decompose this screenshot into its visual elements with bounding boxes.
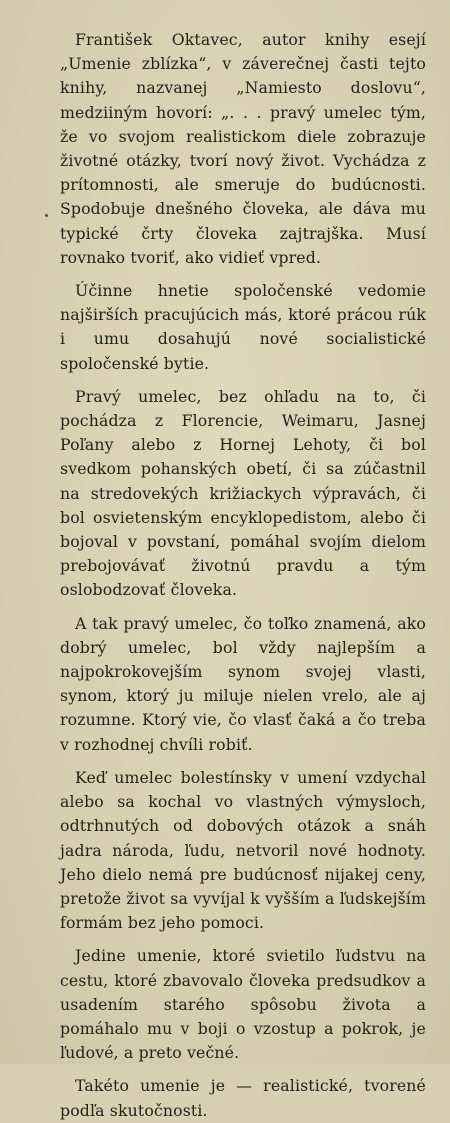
paragraph-2: Účinne hnetie spoločenské vedomie najširších pracujúcich más, ktoré prácou rúk i umu dosahujú nové socialistické spoločenské bytie. xyxy=(60,281,426,373)
paragraph-4: A tak pravý umelec, čo toľko znamená, ako dobrý umelec, bol vždy najlepším a najpokrokovejším synom svojej vlasti, synom, ktorý ju miluje nielen vrelo, ale aj rozumne. Ktorý vie, čo vlasť čaká a čo treba v rozhodnej chvíli robiť. xyxy=(60,613,426,754)
paragraph-5: Keď umelec bolestínsky v umení vzdychal alebo sa kochal vo vlastných výmysloch, odtrhnutých od dobových otázok a snáh jadra národa, ľudu, netvoril nové hodnoty. Jeho dielo nemá pre budúcnosť nijakej ceny, pretože život sa vyvíjal k vyšším a ľudskejším formám bez jeho pomoci. xyxy=(60,767,426,933)
margin-dot xyxy=(45,214,48,217)
essay-text-block xyxy=(60,28,426,1123)
paragraph-7: Takéto umenie je — realistické, tvorené podľa skutočnosti. xyxy=(60,1076,426,1120)
paragraph-3: Pravý umelec, bez ohľadu na to, či pochádza z Florencie, Weimaru, Jasnej Poľany alebo z Hornej Lehoty, či bol svedkom pohanských obetí, či sa zúčastnil na stredovekých križiackych výpravách, či bol osvietenským encyklopedistom, alebo či bojoval v povstaní, pomáhal svojím dielom prebojovávať životnú pravdu a tým oslobodzovať človeka. xyxy=(60,386,426,600)
paragraph-1: František Oktavec, autor knihy esejí „Umenie zblízka“, v záverečnej časti tejto knihy, nazvanej „Namiesto doslovu“, medziiným hovorí: „. . . pravý umelec tým, že vo svojom realistickom diele zobrazuje životné otázky, tvorí nový život. Vychádza z prítomnosti, ale smeruje do budúcnosti. Spodobuje dnešného človeka, ale dáva mu typické črty človeka zajtrajška. Musí rovnako tvoriť, ako vidieť vpred. xyxy=(60,30,426,267)
paragraph-6: Jedine umenie, ktoré svietilo ľudstvu na cestu, ktoré zbavovalo človeka predsudkov a usadením starého spôsobu života a pomáhalo mu v boji o vzostup a pokrok, je ľudové, a preto večné. xyxy=(60,946,426,1063)
